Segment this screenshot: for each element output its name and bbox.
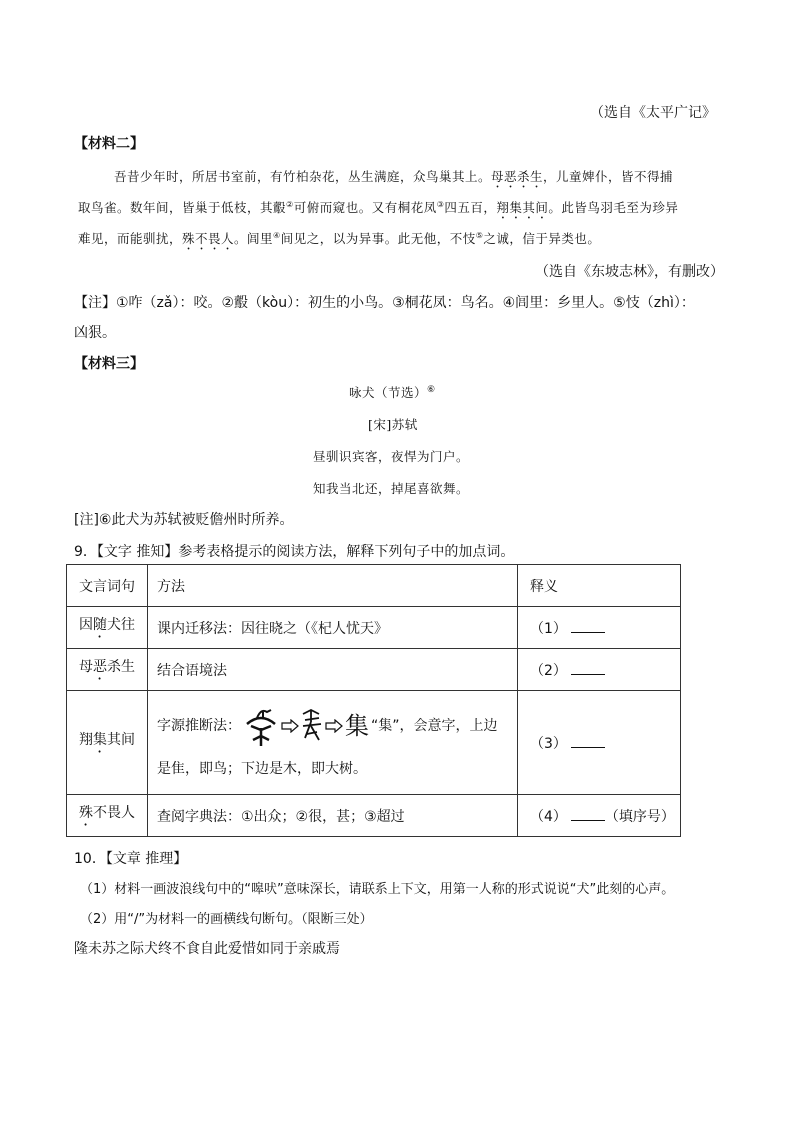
answer-blank[interactable] bbox=[571, 620, 605, 633]
annotation-line-1: 【注】①咋（zǎ）：咬。②鷇（kòu）：初生的小鸟。③桐花凤：鸟名。④闾里：乡里人。⑤忮（zhì）： bbox=[74, 295, 695, 311]
source-note-2: （选自《东坡志林》，有删改） bbox=[535, 264, 724, 280]
table-cell-answer bbox=[518, 607, 681, 649]
text-span: （1） bbox=[530, 620, 567, 637]
text-span: 其间 bbox=[107, 732, 135, 748]
material-three-title: 【材料三】 bbox=[74, 356, 144, 372]
table-header-cell: 方法 bbox=[148, 565, 518, 607]
poem-author: [宋]苏轼 bbox=[368, 417, 418, 432]
table-cell-answer bbox=[518, 649, 681, 691]
etymology-line-2: 是隹，即鸟；下边是木，即大树。 bbox=[157, 760, 367, 777]
text-span: 咏犬（节选） bbox=[349, 385, 428, 400]
arrow-right-icon bbox=[325, 719, 343, 733]
text-span: ，儿童婢仆，皆不得捕 bbox=[543, 169, 674, 184]
annotation-line-2: 凶狠。 bbox=[74, 325, 116, 341]
poem-line-2: 知我当北还，掉尾喜欲舞。 bbox=[313, 481, 470, 496]
source-note-1: （选自《太平广记》 bbox=[590, 105, 716, 121]
table-cell-word bbox=[67, 795, 148, 837]
material-two-line-2: 取鸟雀。数年间，皆巢于低枝，其鷇②可俯而窥也。又有桐花凤③四五百，翔集其间。此皆鸟羽毛至为珍异 bbox=[78, 199, 679, 215]
text-span: 吾昔少年时，所居书室前，有竹柏杂花，丛生满庭，众鸟巢其上。 bbox=[114, 169, 492, 184]
text-span: 母 bbox=[79, 659, 93, 675]
table-row bbox=[67, 795, 681, 837]
table-cell-answer bbox=[518, 691, 681, 795]
dotted-char: 恶 bbox=[93, 659, 107, 675]
table-cell-answer bbox=[518, 795, 681, 837]
text-span: 翔 bbox=[79, 732, 93, 748]
bronze-script-pictograph-icon bbox=[299, 708, 325, 744]
text-span: 难见，而能驯扰， bbox=[78, 231, 183, 246]
answer-blank[interactable] bbox=[571, 735, 605, 748]
dotted-phrase: 母恶杀生 bbox=[491, 169, 544, 184]
text-span: （2） bbox=[530, 662, 567, 679]
table-header-row bbox=[67, 565, 681, 607]
text-span: 四五百， bbox=[444, 200, 497, 215]
table-cell-method bbox=[148, 691, 518, 795]
tree-bird-pictograph-icon bbox=[241, 706, 281, 746]
poem-annotation: [注]⑥此犬为苏轼被贬儋州时所养。 bbox=[74, 512, 294, 528]
table-cell-word bbox=[67, 607, 148, 649]
text-span: 间见之，以为异事。此无他，不忮 bbox=[280, 231, 476, 246]
question-10-sub-1: （1）材料一画波浪线句中的“嗥吠”意味深长，请联系上下文，用第一人称的形式说说“犬”此刻的心声。 bbox=[80, 882, 675, 897]
table-cell-method: 查阅字典法：①出众；②很，甚；③超过 bbox=[148, 795, 518, 837]
question-9-label: 9．【文字 推知】参考表格提示的阅读方法，解释下列句子中的加点词。 bbox=[74, 544, 515, 560]
text-span: （4） bbox=[530, 808, 567, 825]
material-two-line-1 bbox=[114, 167, 673, 191]
table-header-cell: 文言词句 bbox=[67, 565, 148, 607]
text-span: 因 bbox=[79, 617, 93, 633]
table-row bbox=[67, 607, 681, 649]
table-row bbox=[67, 691, 681, 795]
text-span: 。闾里 bbox=[234, 231, 274, 246]
dotted-phrase: 殊不畏人 bbox=[182, 231, 235, 246]
question-10-sentence: 隆未苏之际犬终不食自此爱惜如同于亲戚焉 bbox=[74, 941, 340, 957]
answer-blank[interactable] bbox=[571, 662, 605, 675]
text-span: ⑥ bbox=[427, 384, 436, 395]
text-span: 不畏人 bbox=[93, 805, 135, 821]
material-two-title: 【材料二】 bbox=[74, 136, 144, 152]
arrow-right-icon bbox=[281, 719, 299, 733]
text-span: （填序号） bbox=[604, 808, 675, 825]
answer-blank[interactable] bbox=[571, 808, 605, 821]
text-span: （3） bbox=[530, 735, 567, 752]
text-span: 之诚，信于异类也。 bbox=[483, 231, 601, 246]
table-header-cell: 释义 bbox=[518, 565, 681, 607]
dotted-char: 随 bbox=[93, 617, 107, 633]
text-span: 取鸟雀。数年间，皆巢于低枝，其 bbox=[78, 200, 274, 215]
text-span: 犬往 bbox=[107, 617, 135, 633]
table-cell-word bbox=[67, 649, 148, 691]
text-span: 。此皆鸟羽毛至为珍异 bbox=[548, 200, 679, 215]
table-cell-word bbox=[67, 691, 148, 795]
question-10-label: 10．【文章 推理】 bbox=[74, 851, 188, 867]
modern-character: 集 bbox=[345, 711, 369, 740]
text-span: 字源推断法： bbox=[157, 717, 241, 734]
question-10-sub-2: （2）用“/”为材料一的画横线句断句。（限断三处） bbox=[80, 912, 373, 927]
table-cell-method: 课内迁移法：因往晓之（《杞人忧天》 bbox=[148, 607, 518, 649]
text-span: “集”，会意字，上边 bbox=[371, 717, 498, 734]
text-span: 鷇 bbox=[273, 200, 287, 215]
material-two-line-3: 难见，而能驯扰，殊不畏人。闾里④间见之，以为异事。此无他，不忮⑤之诚，信于异类也。 bbox=[78, 230, 601, 246]
etymology-line bbox=[157, 706, 517, 746]
table-row bbox=[67, 649, 681, 691]
text-span: 杀生 bbox=[107, 659, 135, 675]
text-span: 可俯而窥也。又有桐花凤 bbox=[293, 200, 437, 215]
poem-line-1: 昼驯识宾客，夜悍为门户。 bbox=[313, 449, 470, 464]
dotted-char: 集 bbox=[93, 732, 107, 748]
method-table bbox=[66, 564, 681, 837]
poem-title bbox=[349, 383, 436, 401]
dotted-char: 殊 bbox=[79, 805, 93, 821]
table-cell-method: 结合语境法 bbox=[148, 649, 518, 691]
dotted-phrase: 翔集其间 bbox=[496, 200, 549, 215]
